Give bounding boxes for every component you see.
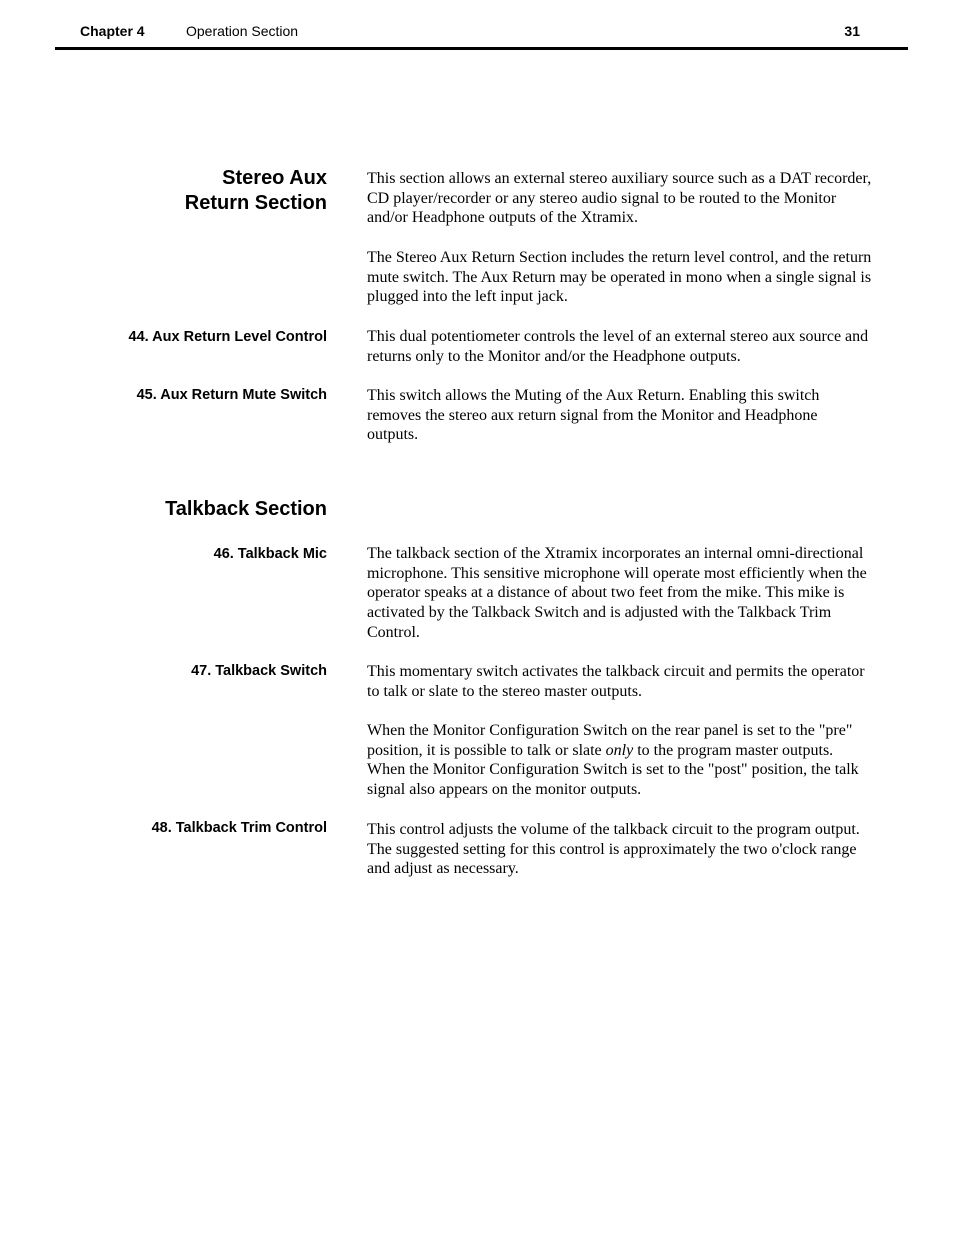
item-46-label: 46. Talkback Mic bbox=[213, 546, 327, 562]
stereo-aux-intro-2-text: The Stereo Aux Return Section includes the return level control, and the return mute switch. The Aux Return may be operated in mono when a single signal is plugged into the left input jack. bbox=[367, 249, 872, 306]
item-46-text: The talkback section of the Xtramix incorporates an internal omni-directional microphone. This sensitive microphone will operate most efficiently when the operator speaks at a distance of about two feet from the mike. This mike is activated by the Talkback Switch and is adjusted with the Talkback Trim Control. bbox=[367, 545, 867, 641]
page-header bbox=[55, 0, 908, 50]
stereo-aux-intro-1 bbox=[367, 169, 872, 228]
stereo-aux-heading bbox=[185, 166, 327, 216]
item-47-text-1: This momentary switch activates the talkback circuit and permits the operator to talk or slate to the stereo master outputs. bbox=[367, 663, 865, 700]
item-48-label: 48. Talkback Trim Control bbox=[151, 820, 327, 836]
item-45-text: This switch allows the Muting of the Aux Return. Enabling this switch removes the stereo aux return signal from the Monitor and Headphone outputs. bbox=[367, 387, 820, 444]
item-44-label: 44. Aux Return Level Control bbox=[128, 329, 327, 345]
item-47-text-2 bbox=[367, 721, 872, 800]
item-47-text-2-b: to the program master outputs. When the Monitor Configuration Switch is set to the "post" position, the talk signal also appears on the monitor outputs. bbox=[367, 741, 859, 799]
item-47-description-2 bbox=[367, 721, 872, 800]
stereo-aux-intro-2 bbox=[367, 248, 872, 307]
chapter-label: Chapter 4 bbox=[80, 23, 145, 39]
item-48-description bbox=[367, 820, 872, 879]
stereo-aux-heading-line1: Stereo Aux bbox=[222, 167, 327, 189]
item-45-label: 45. Aux Return Mute Switch bbox=[136, 387, 327, 403]
stereo-aux-intro-1-text: This section allows an external stereo auxiliary source such as a DAT recorder, CD player/recorder or any stereo audio signal to be routed to the Monitor and/or Headphone outputs of the Xtramix. bbox=[367, 170, 872, 227]
item-45-description bbox=[367, 386, 872, 445]
item-46-description bbox=[367, 544, 872, 643]
page-number: 31 bbox=[844, 23, 860, 39]
item-47-label: 47. Talkback Switch bbox=[191, 663, 327, 679]
item-44-description bbox=[367, 327, 872, 366]
item-47-description-1 bbox=[367, 662, 872, 701]
item-44-text: This dual potentiometer controls the level of an external stereo aux source and returns only to the Monitor and/or the Headphone outputs. bbox=[367, 328, 869, 365]
item-47-text-2-a: When the Monitor Configuration Switch on the rear panel is set to the "pre" position, it is possible to talk or slate bbox=[367, 722, 853, 759]
talkback-heading: Talkback Section bbox=[165, 498, 327, 520]
item-48-text: This control adjusts the volume of the talkback circuit to the program output. The suggested setting for this control is approximately the two o'clock range and adjust as necessary. bbox=[367, 821, 860, 878]
item-47-text-2-emphasis: only bbox=[605, 741, 634, 759]
stereo-aux-heading-line2: Return Section bbox=[184, 192, 327, 214]
section-title: Operation Section bbox=[186, 23, 299, 39]
